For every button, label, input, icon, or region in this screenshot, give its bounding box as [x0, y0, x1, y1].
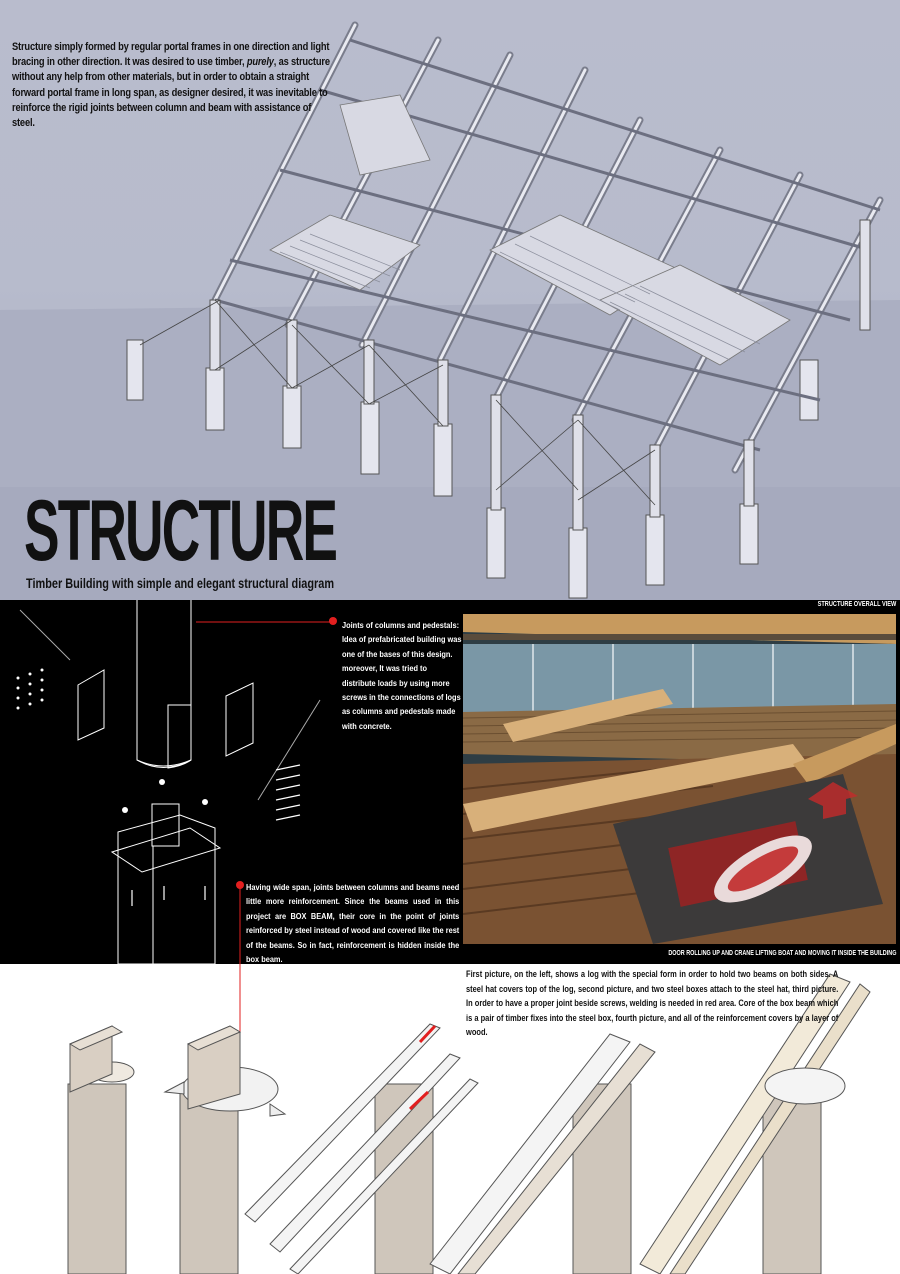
overall-view-render [463, 614, 896, 944]
page-title: STRUCTURE [24, 483, 337, 579]
structure-hero [0, 0, 900, 600]
sequence-step-4 [430, 1034, 655, 1274]
sequence-step-1 [68, 1026, 134, 1274]
sequence-description: First picture, on the left, shows a log with the special form in order to hold two beams on both sides. A steel hat covers top of the log, second picture, and two steel boxes attach to the steel hat, third picture. In order to have a proper joint beside screws, welding is needed in red area. Core of the box beam which is a pair of timber fixes into the steel box, fourth picture, and all of the reinforcement covers by a layer of wood. [466, 969, 839, 1038]
callout-dot-columns [329, 617, 337, 625]
note-column-pedestal-joints: Joints of columns and pedestals: Idea of prefabricated building was one of the bases of this design. moreover, It was tried to distribute loads by using more screws in the connections of logs as columns and pedestals made with concrete. [342, 620, 462, 731]
page-subtitle: Timber Building with simple and elegant structural diagram [26, 575, 335, 591]
intro-paragraph: Structure simply formed by regular portal frames in one direction and light bracing in other direction. It was desired to use timber, purely, as structure without any help from other materials, but in order to obtain a straight forward portal frame in long span, as designer desired, it was inevitable to reinforce the rigid joints between column and beam with assistance of steel. [12, 41, 330, 130]
sequence-step-3 [245, 1024, 478, 1274]
caption-boat-lifting: DOOR ROLLING UP AND CRANE LIFTING BOAT AND MOVING IT INSIDE THE BUILDING [667, 950, 896, 957]
sequence-step-2 [165, 1026, 285, 1274]
caption-overall-view: STRUCTURE OVERALL VIEW [817, 601, 896, 608]
note-beam-column-joints: Having wide span, joints between columns and beams need little more reinforcement. Since the beams used in this project are BOX BEAM, their core in the point of joints reinforced by steel instead of wood and covered like the rest of the beams. So in fact, reinforcement is hidden inside the box beam. [246, 882, 460, 965]
callout-dot-beams [236, 881, 244, 889]
